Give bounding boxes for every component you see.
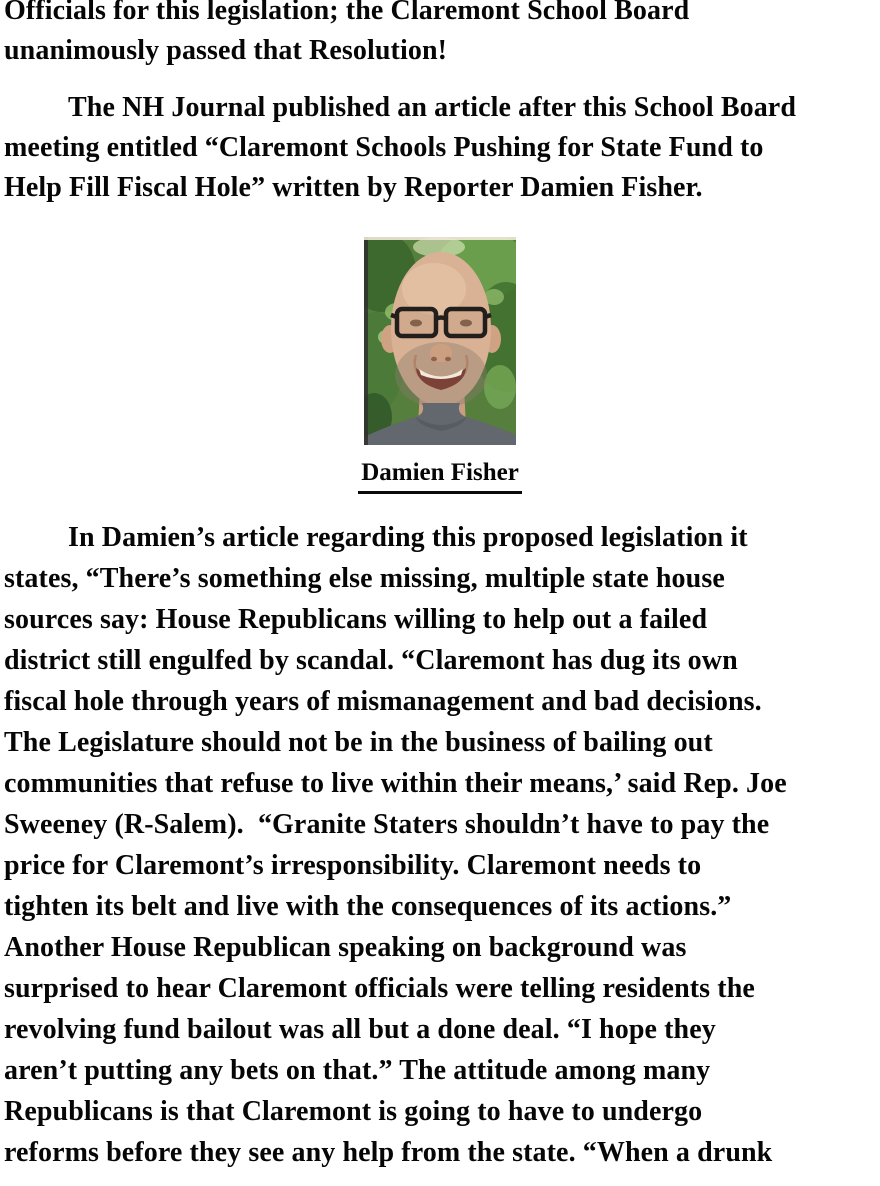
- paragraph-damien-article: [4, 517, 880, 1173]
- text-line: Republicans is that Claremont is going to have to undergo: [4, 1096, 703, 1127]
- text-line: district still engulfed by scandal. “Claremont has dug its own: [4, 645, 738, 676]
- paragraph-continuation: [4, 0, 880, 71]
- text-line: sources say: House Republicans willing to help out a failed: [4, 604, 708, 635]
- text-line: aren’t putting any bets on that.” The attitude among many: [4, 1055, 711, 1086]
- text-line: tighten its belt and live with the consequences of its actions.”: [4, 891, 732, 922]
- text-line: The NH Journal published an article after this School Board: [68, 92, 797, 123]
- text-line: communities that refuse to live within their means,’ said Rep. Joe: [4, 768, 787, 799]
- photo-caption: [0, 456, 880, 494]
- text-line: revolving fund bailout was all but a done deal. “I hope they: [4, 1014, 716, 1045]
- text-line: In Damien’s article regarding this proposed legislation it: [68, 522, 748, 553]
- text-line: Sweeney (R-Salem). “Granite Staters shouldn’t have to pay the: [4, 809, 770, 840]
- text-line: reforms before they see any help from the state. “When a drunk: [4, 1137, 773, 1168]
- portrait-photo-image: [364, 237, 516, 445]
- text-line: The Legislature should not be in the business of bailing out: [4, 727, 713, 758]
- text-line: Help Fill Fiscal Hole” written by Reporter Damien Fisher.: [4, 172, 703, 203]
- paragraph-nh-journal: [4, 88, 880, 208]
- portrait-photo-figure: [364, 237, 516, 445]
- text-line: Officials for this legislation; the Claremont School Board: [4, 0, 690, 26]
- text-line: surprised to hear Claremont officials were telling residents the: [4, 973, 755, 1004]
- text-line: unanimously passed that Resolution!: [4, 35, 448, 66]
- photo-caption-text: Damien Fisher: [358, 456, 522, 494]
- text-line: Another House Republican speaking on background was: [4, 932, 687, 963]
- text-line: meeting entitled “Claremont Schools Pushing for State Fund to: [4, 132, 764, 163]
- text-line: fiscal hole through years of mismanagement and bad decisions.: [4, 686, 762, 717]
- text-line: price for Claremont’s irresponsibility. Claremont needs to: [4, 850, 702, 881]
- text-line: states, “There’s something else missing, multiple state house: [4, 563, 725, 594]
